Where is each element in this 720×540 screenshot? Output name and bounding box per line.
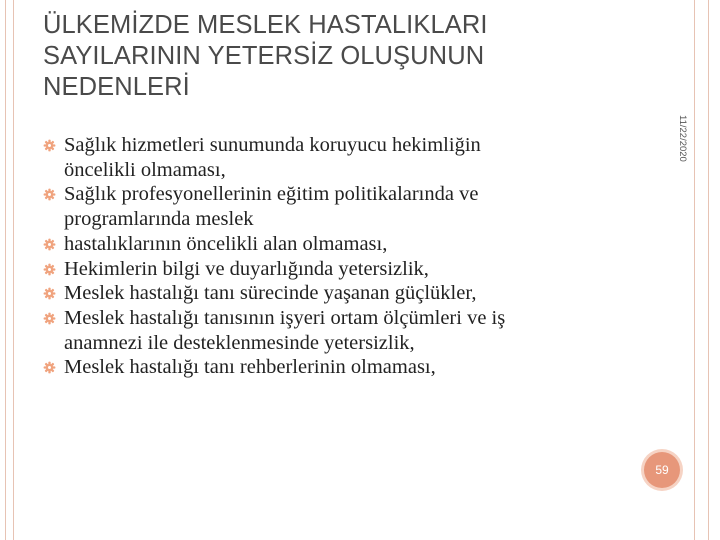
title-line: NEDENLERİ	[43, 73, 190, 101]
bullet-text-line: Sağlık hizmetleri sunumunda koruyucu hekimliğin	[64, 134, 481, 156]
bullet-text-line: hastalıklarının öncelikli alan olmaması,	[64, 232, 388, 255]
bullet-item	[43, 182, 603, 231]
gear-flower-icon	[43, 188, 56, 201]
gear-flower-icon	[43, 287, 56, 300]
left-rail-line	[5, 0, 6, 540]
bullet-text-line: öncelikli olmaması,	[64, 158, 226, 181]
title-line: ÜLKEMİZDE MESLEK HASTALIKLARI	[43, 11, 488, 39]
gear-flower-icon	[43, 263, 56, 276]
bullet-item	[43, 232, 603, 257]
bullet-text-line: Sağlık profesyonellerinin eğitim politikalarında ve	[64, 183, 479, 206]
gear-flower-icon	[43, 238, 56, 251]
gear-flower-icon	[43, 139, 56, 152]
bullet-item	[43, 133, 603, 182]
slide-date: 11/22/2020	[677, 115, 688, 162]
right-rail-line	[694, 0, 695, 540]
slide-title	[43, 10, 643, 103]
left-rail-line	[13, 0, 14, 540]
gear-flower-icon	[43, 312, 56, 325]
bullet-text-line: Meslek hastalığı tanı rehberlerinin olmaması,	[64, 356, 436, 379]
bullet-item	[43, 281, 603, 306]
gear-flower-icon	[43, 361, 56, 374]
bullet-text-line: Meslek hastalığı tanısının işyeri ortam ölçümleri ve iş	[64, 306, 506, 329]
bullet-item	[43, 306, 603, 355]
bullet-text-line: Meslek hastalığı tanı sürecinde yaşanan güçlükler,	[64, 282, 477, 305]
bullet-text-line: Hekimlerin bilgi ve duyarlığında yetersizlik,	[64, 257, 429, 280]
right-rail-line	[708, 0, 709, 540]
bullet-item	[43, 257, 603, 282]
page-number-badge: 59	[644, 452, 680, 488]
bullet-list	[43, 133, 603, 380]
title-line: SAYILARININ YETERSİZ OLUŞUNUN	[43, 42, 485, 70]
bullet-text-line: programlarında meslek	[64, 208, 254, 231]
bullet-item	[43, 355, 603, 380]
bullet-text-line: anamnezi ile desteklenmesinde yetersizlik,	[64, 331, 415, 354]
